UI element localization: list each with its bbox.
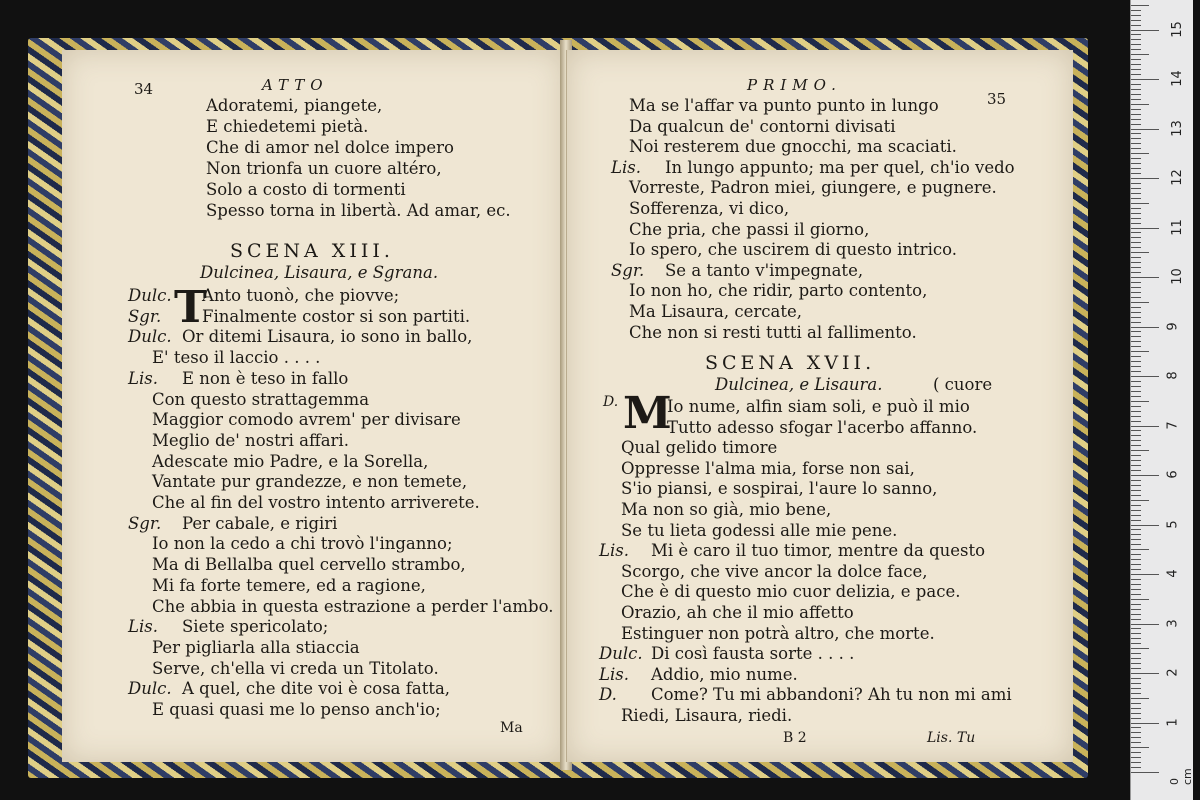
- ruler-tick: [1131, 460, 1141, 461]
- text-line: Serve, ch'ella vi creda un Titolato.: [152, 658, 439, 678]
- text-line: Ma Lisaura, cercate,: [629, 302, 802, 321]
- ruler-tick: [1131, 25, 1141, 26]
- speaker-label: Lis.: [599, 541, 629, 561]
- catchword: Ma: [500, 720, 523, 736]
- ruler-tick: [1131, 668, 1141, 669]
- ruler-tick: [1131, 232, 1141, 233]
- text-line: Che è di questo mio cuor delizia, e pace.: [621, 582, 961, 602]
- text-line: Se a tanto v'impegnate,: [665, 260, 864, 280]
- ruler-tick: [1131, 673, 1159, 674]
- text-line: Vantate pur grandezze, e non temete,: [152, 472, 468, 492]
- drop-cap: T: [174, 282, 207, 333]
- drop-cap: M: [623, 388, 672, 439]
- ruler-tick: [1131, 386, 1141, 387]
- ruler-tick: [1131, 257, 1141, 258]
- ruler-tick: [1131, 480, 1141, 481]
- ruler-tick: [1131, 30, 1159, 31]
- ruler-tick: [1131, 213, 1141, 214]
- ruler-tick: [1131, 292, 1141, 293]
- speaker-label: Dulc.: [599, 644, 643, 664]
- ruler-tick: [1131, 54, 1149, 55]
- ruler-tick: [1131, 322, 1141, 323]
- drop-cap-speaker: D.: [603, 394, 619, 410]
- text-line: Da qualcun de' contorni divisati: [629, 116, 896, 136]
- ruler-tick: [1131, 371, 1141, 372]
- ruler-tick: [1131, 584, 1141, 585]
- text-line: E' teso il laccio . . . .: [152, 348, 321, 368]
- scene-characters: Dulcinea, Lisaura, e Sgrana.: [200, 263, 439, 282]
- ruler-tick: [1131, 44, 1141, 45]
- ruler-tick: [1131, 742, 1141, 743]
- ruler-tick: [1131, 262, 1141, 263]
- ruler-tick: [1131, 124, 1141, 125]
- text-line: Noi resterem due gnocchi, ma scaciati.: [629, 137, 957, 157]
- ruler-tick: [1131, 341, 1141, 342]
- ruler-tick: [1131, 534, 1141, 535]
- ruler-tick: [1131, 173, 1141, 174]
- ruler-tick: [1131, 396, 1141, 397]
- ruler-tick: [1131, 15, 1141, 16]
- ruler-tick: [1131, 718, 1141, 719]
- text-line: Che non si resti tutti al fallimento.: [629, 322, 917, 342]
- ruler-tick: [1131, 89, 1141, 90]
- ruler-tick: [1131, 297, 1141, 298]
- ruler-tick: [1131, 99, 1141, 100]
- ruler-tick: [1131, 727, 1141, 728]
- ruler-number: 2: [1165, 668, 1181, 677]
- text-line: Tutto adesso sfogar l'acerbo affanno.: [667, 417, 978, 437]
- text-line: Qual gelido timore: [621, 438, 778, 458]
- ruler-tick: [1131, 737, 1141, 738]
- ruler-tick: [1131, 129, 1159, 130]
- ruler-tick: [1131, 762, 1141, 763]
- ruler-tick: [1131, 376, 1159, 377]
- ruler-tick: [1131, 767, 1141, 768]
- ruler-tick: [1131, 20, 1141, 21]
- ruler-tick: [1131, 331, 1141, 332]
- text-line: Sofferenza, vi dico,: [629, 199, 790, 218]
- ruler-tick: [1131, 658, 1141, 659]
- text-line: Con questo strattagemma: [152, 389, 370, 409]
- ruler-tick: [1131, 430, 1141, 431]
- ruler-tick: [1131, 752, 1141, 753]
- ruler-tick: [1131, 109, 1141, 110]
- ruler-tick: [1131, 495, 1141, 496]
- speaker-label: Dulc.: [128, 327, 172, 347]
- ruler-tick: [1131, 188, 1141, 189]
- ruler-tick: [1131, 475, 1159, 476]
- text-line: Se tu lieta godessi alle mie pene.: [621, 520, 898, 540]
- right-page: [566, 50, 1073, 762]
- ruler-tick: [1131, 455, 1141, 456]
- ruler-tick: [1131, 723, 1159, 724]
- ruler-tick: [1131, 143, 1141, 144]
- ruler-tick: [1131, 529, 1141, 530]
- ruler-tick: [1131, 39, 1141, 40]
- ruler-tick: [1131, 242, 1141, 243]
- ruler-tick: [1131, 307, 1141, 308]
- ruler-tick: [1131, 559, 1141, 560]
- ruler-tick: [1131, 465, 1141, 466]
- ruler-tick: [1131, 317, 1141, 318]
- ruler-tick: [1131, 356, 1141, 357]
- ruler-tick: [1131, 500, 1149, 501]
- ruler-tick: [1131, 193, 1141, 194]
- ruler-tick: [1131, 772, 1159, 773]
- ruler-number: 9: [1165, 321, 1181, 331]
- ruler-tick: [1131, 633, 1141, 634]
- ruler-tick: [1131, 163, 1141, 164]
- ruler-tick: [1131, 698, 1149, 699]
- text-line: Che di amor nel dolce impero: [206, 138, 454, 157]
- left-page: [62, 50, 565, 762]
- ruler-tick: [1131, 138, 1141, 139]
- text-line: Siete spericolato;: [182, 617, 329, 637]
- ruler-tick: [1131, 604, 1141, 605]
- text-line: Oppresse l'alma mia, forse non sai,: [621, 458, 915, 478]
- ruler-tick: [1131, 416, 1141, 417]
- ruler-tick: [1131, 153, 1149, 154]
- ruler-tick: [1131, 59, 1141, 60]
- ruler-tick: [1131, 525, 1159, 526]
- speaker-label: Dulc.: [128, 679, 172, 699]
- ruler-tick: [1131, 302, 1149, 303]
- text-line: Come? Tu mi abbandoni? Ah tu non mi ami: [651, 685, 1012, 705]
- scene-overflow-word: ( cuore: [933, 375, 993, 394]
- ruler-tick: [1131, 119, 1141, 120]
- scene-characters: Dulcinea, e Lisaura.: [715, 375, 883, 394]
- ruler-tick: [1131, 599, 1149, 600]
- ruler-tick: [1131, 361, 1141, 362]
- text-line: Or ditemi Lisaura, io sono in ballo,: [182, 327, 473, 347]
- ruler-tick: [1131, 366, 1141, 367]
- ruler-tick: [1131, 218, 1141, 219]
- ruler-tick: [1131, 203, 1149, 204]
- text-line: Per cabale, e rigiri: [182, 513, 338, 533]
- speaker-label: Lis.: [128, 617, 158, 637]
- ruler-tick: [1131, 663, 1141, 664]
- ruler-tick: [1131, 450, 1149, 451]
- text-line: Adescate mio Padre, e la Sorella,: [152, 451, 429, 471]
- ruler-tick: [1131, 237, 1141, 238]
- ruler-tick: [1131, 624, 1159, 625]
- measurement-ruler: [1130, 0, 1193, 800]
- ruler-tick: [1131, 228, 1159, 229]
- ruler-tick: [1131, 554, 1141, 555]
- ruler-tick: [1131, 470, 1141, 471]
- ruler-tick: [1131, 609, 1141, 610]
- ruler-tick: [1131, 168, 1141, 169]
- ruler-tick: [1131, 589, 1141, 590]
- ruler-tick: [1131, 406, 1141, 407]
- ruler-tick: [1131, 574, 1159, 575]
- ruler-tick: [1131, 267, 1141, 268]
- ruler-tick: [1131, 208, 1141, 209]
- ruler-tick: [1131, 148, 1141, 149]
- text-line: E quasi quasi me lo penso anch'io;: [152, 700, 441, 719]
- ruler-number: 15: [1169, 20, 1185, 38]
- text-line: Io non la cedo a chi trovò l'inganno;: [152, 534, 453, 554]
- ruler-number: 10: [1169, 268, 1185, 285]
- text-line: Spesso torna in libertà. Ad amar, ec.: [206, 201, 511, 220]
- ruler-tick: [1131, 579, 1141, 580]
- ruler-tick: [1131, 104, 1149, 105]
- ruler-tick: [1131, 391, 1141, 392]
- ruler-tick: [1131, 445, 1141, 446]
- text-line: A quel, che dite voi è cosa fatta,: [182, 679, 451, 699]
- ruler-tick: [1131, 346, 1141, 347]
- ruler-tick: [1131, 688, 1141, 689]
- speaker-label: Sgr.: [128, 513, 162, 533]
- ruler-tick: [1131, 252, 1149, 253]
- ruler-tick: [1131, 312, 1141, 313]
- ruler-tick: [1131, 678, 1141, 679]
- ruler-tick: [1131, 272, 1141, 273]
- scene-title: SCENA XIII.: [230, 240, 394, 262]
- ruler-tick: [1131, 79, 1159, 80]
- ruler-tick: [1131, 638, 1141, 639]
- ruler-tick: [1131, 133, 1141, 134]
- ruler-tick: [1131, 287, 1141, 288]
- text-line: Riedi, Lisaura, riedi.: [621, 706, 793, 725]
- ruler-tick: [1131, 282, 1141, 283]
- ruler-tick: [1131, 435, 1141, 436]
- text-line: Addio, mio nume.: [651, 664, 798, 684]
- ruler-tick: [1131, 351, 1149, 352]
- speaker-label: Dulc.: [128, 286, 172, 305]
- ruler-tick: [1131, 336, 1141, 337]
- text-line: Io nume, alfin siam soli, e può il mio: [667, 397, 970, 416]
- speaker-label: Sgr.: [128, 306, 162, 326]
- ruler-tick: [1131, 440, 1141, 441]
- running-head: PRIMO.: [747, 76, 842, 94]
- speaker-label: D.: [599, 685, 617, 705]
- text-line: Anto tuonò, che piovve;: [202, 286, 400, 305]
- ruler-tick: [1131, 713, 1141, 714]
- text-line: Ma se l'affar va punto punto in lungo: [629, 96, 939, 115]
- speaker-label: Lis.: [599, 664, 629, 684]
- ruler-tick: [1131, 10, 1141, 11]
- ruler-tick: [1131, 747, 1149, 748]
- ruler-tick: [1131, 653, 1141, 654]
- text-line: Per pigliarla alla stiaccia: [152, 637, 360, 657]
- ruler-tick: [1131, 520, 1141, 521]
- page-number: 34: [134, 80, 154, 98]
- scene-title: SCENA XVII.: [705, 352, 876, 374]
- ruler-tick: [1131, 703, 1141, 704]
- catchword: Lis. Tu: [927, 730, 976, 746]
- ruler-number: 6: [1165, 470, 1181, 479]
- speaker-label: Lis.: [128, 368, 158, 388]
- text-line: Meglio de' nostri affari.: [152, 430, 349, 450]
- ruler-tick: [1131, 683, 1141, 684]
- text-line: Che abbia in questa estrazione a perder l'ambo.: [152, 596, 554, 616]
- ruler-tick: [1131, 485, 1141, 486]
- ruler-number: 8: [1165, 371, 1181, 380]
- ruler-tick: [1131, 693, 1141, 694]
- ruler-number: 3: [1165, 618, 1181, 628]
- ruler-tick: [1131, 619, 1141, 620]
- page-number: 35: [987, 90, 1007, 108]
- text-line: Mi è caro il tuo timor, mentre da questo: [651, 541, 986, 561]
- text-line: Adoratemi, piangete,: [206, 96, 383, 115]
- ruler-tick: [1131, 757, 1141, 758]
- text-line: Maggior comodo avrem' per divisare: [152, 410, 461, 430]
- ruler-number: 13: [1169, 119, 1185, 137]
- text-line: Finalmente costor si son partiti.: [202, 306, 471, 326]
- text-line: Scorgo, che vive ancor la dolce face,: [621, 561, 928, 581]
- ruler-tick: [1131, 183, 1141, 184]
- speaker-label: Lis.: [611, 157, 641, 177]
- ruler-tick: [1131, 381, 1141, 382]
- ruler-tick: [1131, 614, 1141, 615]
- ruler-unit-label: 0 cm: [1168, 768, 1194, 785]
- text-line: Che al fin del vostro intento arriverete.: [152, 493, 480, 512]
- ruler-tick: [1131, 158, 1141, 159]
- text-line: Estinguer non potrà altro, che morte.: [621, 623, 935, 643]
- ruler-tick: [1131, 401, 1149, 402]
- text-line: In lungo appunto; ma per quel, ch'io vedo: [665, 157, 1015, 177]
- ruler-tick: [1131, 74, 1141, 75]
- ruler-tick: [1131, 569, 1141, 570]
- ruler-tick: [1131, 732, 1141, 733]
- ruler-tick: [1131, 564, 1141, 565]
- ruler-tick: [1131, 327, 1159, 328]
- ruler-tick: [1131, 549, 1149, 550]
- running-head: ATTO: [262, 76, 329, 94]
- ruler-tick: [1131, 247, 1141, 248]
- ruler-number: 14: [1169, 70, 1185, 87]
- text-line: Solo a costo di tormenti: [206, 180, 406, 199]
- ruler-tick: [1131, 34, 1141, 35]
- text-line: Ma di Bellalba quel cervello strambo,: [152, 555, 466, 575]
- ruler-tick: [1131, 411, 1141, 412]
- text-line: E chiedetemi pietà.: [206, 117, 369, 136]
- ruler-tick: [1131, 426, 1159, 427]
- text-line: Orazio, ah che il mio affetto: [621, 603, 854, 622]
- ruler-tick: [1131, 505, 1141, 506]
- speaker-label: Sgr.: [611, 260, 645, 280]
- ruler-tick: [1131, 94, 1141, 95]
- text-line: Mi fa forte temere, ed a ragione,: [152, 575, 426, 595]
- ruler-tick: [1131, 515, 1141, 516]
- ruler-number: 11: [1169, 218, 1185, 236]
- ruler-tick: [1131, 421, 1141, 422]
- ruler-tick: [1131, 64, 1141, 65]
- ruler-tick: [1131, 510, 1141, 511]
- ruler-tick: [1131, 49, 1141, 50]
- ruler-number: 4: [1165, 569, 1181, 578]
- ruler-tick: [1131, 628, 1141, 629]
- text-line: Che pria, che passi il giorno,: [629, 219, 870, 239]
- ruler-tick: [1131, 643, 1141, 644]
- ruler-tick: [1131, 84, 1141, 85]
- text-line: Ma non so già, mio bene,: [621, 500, 832, 519]
- ruler-number: 7: [1165, 420, 1181, 430]
- text-line: Di così fausta sorte . . . .: [651, 644, 855, 664]
- text-line: Non trionfa un cuore altéro,: [206, 159, 442, 178]
- ruler-tick: [1131, 544, 1141, 545]
- ruler-tick: [1131, 539, 1141, 540]
- text-line: Io non ho, che ridir, parto contento,: [629, 281, 928, 301]
- ruler-tick: [1131, 594, 1141, 595]
- text-line: Vorreste, Padron miei, giungere, e pugnere.: [629, 178, 997, 198]
- ruler-tick: [1131, 198, 1141, 199]
- ruler-tick: [1131, 5, 1149, 6]
- ruler-tick: [1131, 178, 1159, 179]
- ruler-number: 1: [1165, 717, 1181, 727]
- ruler-tick: [1131, 490, 1141, 491]
- ruler-tick: [1131, 69, 1141, 70]
- signature-mark: B 2: [783, 730, 807, 746]
- ruler-tick: [1131, 648, 1149, 649]
- ruler-tick: [1131, 223, 1141, 224]
- ruler-tick: [1131, 708, 1141, 709]
- ruler-number: 5: [1165, 519, 1181, 529]
- text-line: Io spero, che uscirem di questo intrico.: [629, 240, 957, 260]
- ruler-tick: [1131, 277, 1159, 278]
- text-line: E non è teso in fallo: [182, 368, 349, 388]
- ruler-number: 12: [1169, 169, 1185, 186]
- ruler-tick: [1131, 114, 1141, 115]
- text-line: S'io piansi, e sospirai, l'aure lo sanno,: [621, 479, 938, 499]
